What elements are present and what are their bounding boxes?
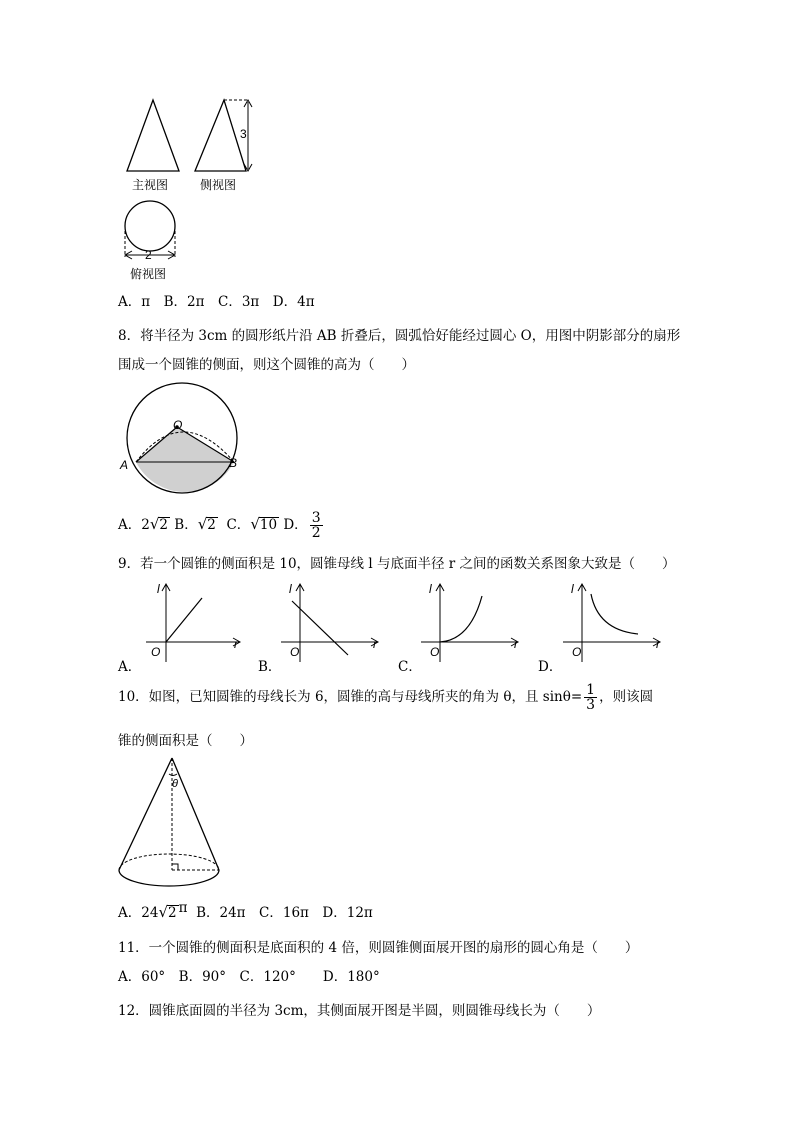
graph-b-origin: O	[290, 645, 300, 659]
graph-b-label: B．	[258, 659, 282, 675]
q10-stem-line2: 锥的侧面积是（ ）	[118, 733, 253, 749]
side-view-triangle	[195, 100, 246, 171]
graph-d-axis-l: l	[571, 582, 574, 596]
front-view-triangle	[127, 100, 179, 171]
graph-c-label: C．	[398, 659, 422, 675]
graph-c-curve	[440, 596, 482, 642]
point-a-label: A	[120, 458, 129, 472]
q10-cone-figure	[112, 750, 232, 895]
q12-stem: 12．圆锥底面圆的半径为 3cm，其侧面展开图是半圆，则圆锥母线长为（ ）	[118, 1003, 601, 1019]
q11-stem: 11．一个圆锥的侧面积是底面积的 4 倍，则圆锥侧面展开图的扇形的圆心角是（ ）	[118, 940, 639, 956]
graph-a-origin: O	[151, 645, 161, 659]
front-view-label: 主视图	[132, 178, 169, 192]
cone-base-back	[119, 854, 219, 870]
graph-a-curve	[166, 598, 202, 642]
q8-circle-figure	[110, 380, 250, 500]
q11-options: A．60° B．90° C．120° D．180°	[118, 969, 380, 985]
graph-a-axis-r: r	[234, 637, 238, 651]
q8-stem-line2: 围成一个圆锥的侧面，则这个圆锥的高为（ ）	[118, 357, 415, 373]
q8-options: A．2√2 B．√2 C．√10 D． $\frac{3}{2}$	[118, 510, 321, 541]
q8-stem-line1: 8．将半径为 3cm 的圆形纸片沿 AB 折叠后，圆弧恰好能经过圆心 O，用图中阴影部分的扇形	[118, 328, 681, 344]
q10-options: A．24√2 π B．24π C．16π D．12π	[118, 900, 373, 921]
graph-c-axis-l: l	[429, 582, 432, 596]
q7-options: A．π B．2π C．3π D．4π	[118, 294, 315, 310]
point-b-label: B	[229, 456, 238, 470]
side-view-label: 侧视图	[200, 178, 237, 192]
top-view-circle	[125, 201, 175, 251]
graph-d-curve	[591, 594, 638, 634]
graph-a-label: A．	[118, 659, 142, 675]
q10-stem-line1: 10．如图，已知圆锥的母线长为 6，圆锥的高与母线所夹的角为 θ，且 sinθ= $\frac{1}{3}$ ，则该圆	[118, 682, 654, 713]
shaded-sector	[136, 427, 234, 492]
q10-sin-fraction: $\frac{1}{3}$	[586, 682, 596, 713]
graph-d-origin: O	[572, 645, 582, 659]
graph-b-axis-r: r	[373, 637, 377, 651]
graph-d-label: D．	[538, 659, 563, 675]
q8-opt-d-fraction: $\frac{3}{2}$	[311, 510, 321, 541]
graph-a-axis-l: l	[157, 582, 160, 596]
graph-c-origin: O	[430, 645, 440, 659]
q9-stem: 9．若一个圆锥的侧面积是 10，圆锥母线 l 与底面半径 r 之间的函数关系图象大致是（ ）	[118, 556, 676, 572]
width-label: 2	[145, 248, 152, 262]
graph-c-axis-r: r	[514, 637, 518, 651]
point-o-label: O	[173, 418, 183, 432]
theta-label: θ	[172, 778, 178, 790]
graph-b-axis-l: l	[289, 582, 292, 596]
graph-d-axis-r: r	[656, 637, 660, 651]
cone-base-front	[119, 870, 219, 886]
height-label: 3	[240, 127, 247, 141]
top-view-label: 俯视图	[130, 267, 167, 281]
